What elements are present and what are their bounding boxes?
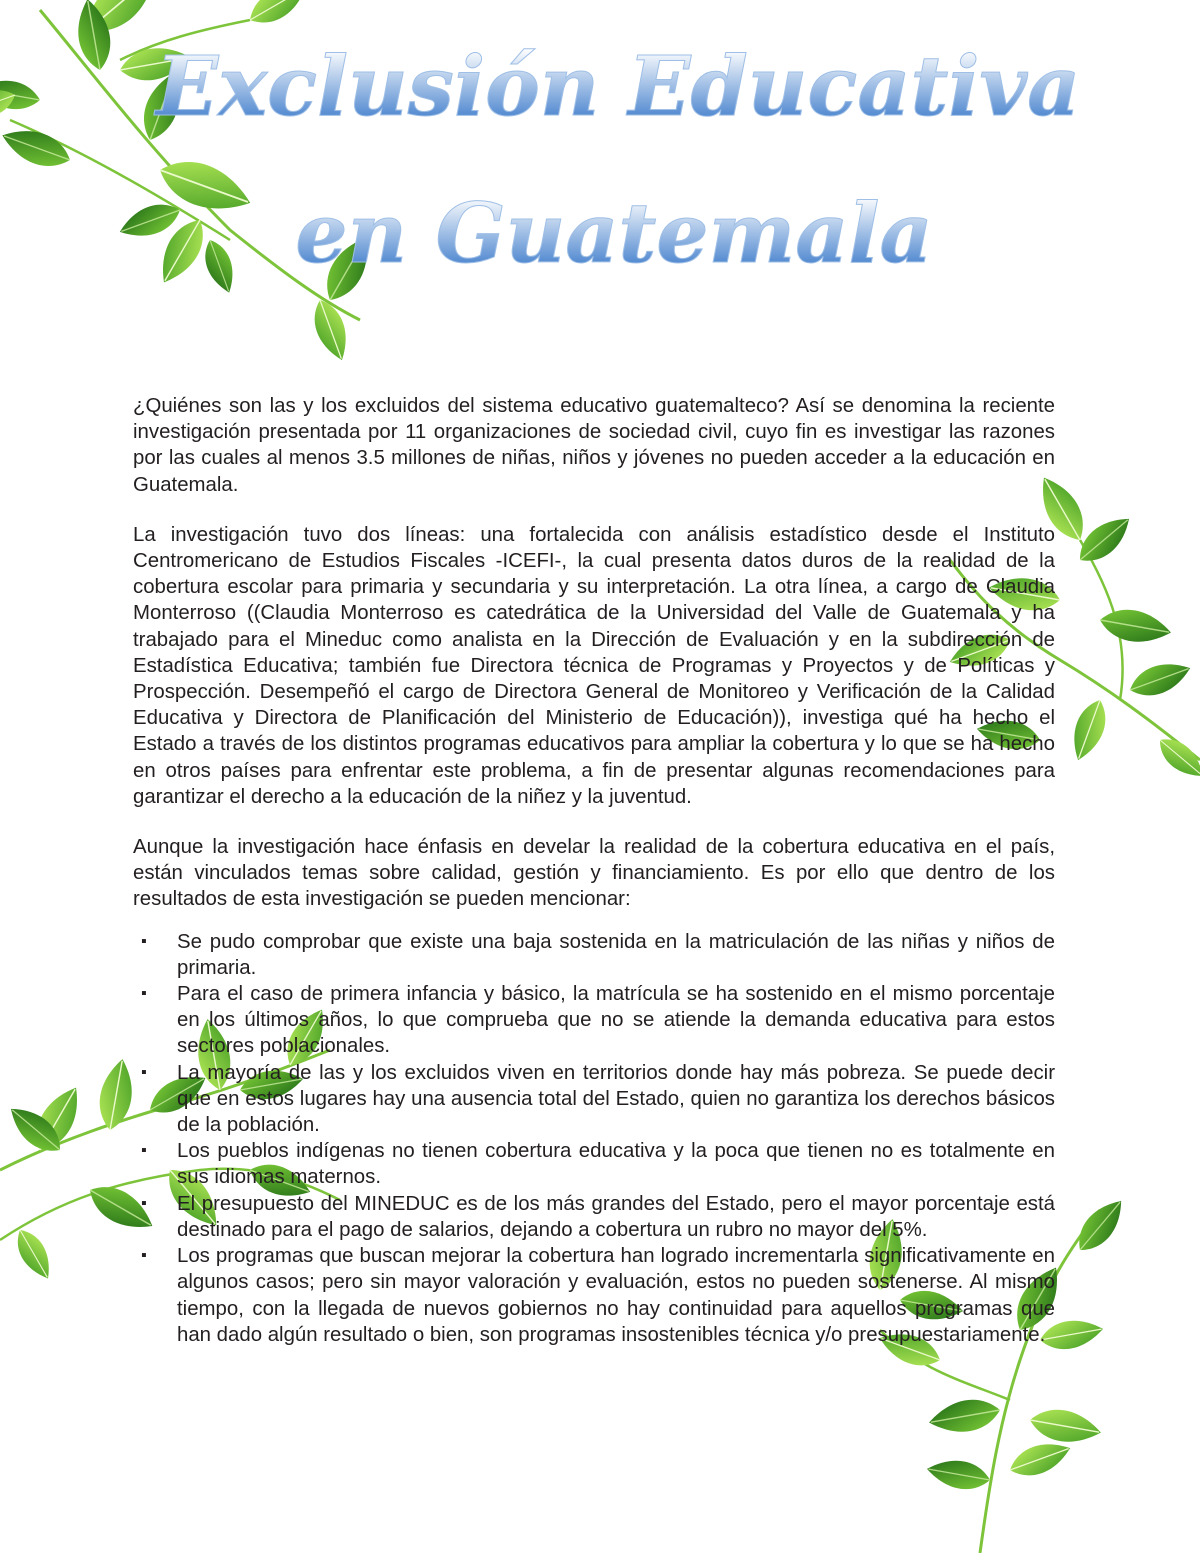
paragraph-results-intro: Aunque la investigación hace énfasis en develar la realidad de la cobertura educativa en el país, están vinculados temas sobre calidad, gestión y financiamiento. Es por ello que dentro de los resultados de esta investigación se pueden mencionar: [133, 836, 1055, 911]
square-bullet-icon: ▪ [141, 1142, 147, 1160]
title-line-1: Exclusión Educativa [155, 39, 1081, 135]
square-bullet-icon: ▪ [141, 1063, 147, 1081]
square-bullet-icon: ▪ [141, 932, 147, 950]
list-item: ▪ Los programas que buscan mejorar la cobertura han logrado incrementarla significativamente en algunos casos; pero sin mayor valoración y evaluación, estos no pueden sostenerse. Al mismo tiempo, con la llegada de nuevos gobiernos no hay continuidad para aquellos programas que han dado algún resultado o bien, son programas insostenibles técnica y/o presupuestariamente. [141, 1245, 1055, 1346]
square-bullet-icon: ▪ [141, 1247, 147, 1265]
list-item: ▪ La mayoría de las y los excluidos viven en territorios donde hay más pobreza. Se puede decir que en estos lugares hay una ausencia total del Estado, quien no garantiza los derechos básicos de la población. [141, 1061, 1055, 1137]
square-bullet-icon: ▪ [141, 985, 147, 1003]
list-item: ▪ Se pudo comprobar que existe una baja sostenida en la matriculación de las niñas y niños de primaria. [141, 930, 1055, 979]
square-bullet-icon: ▪ [141, 1194, 147, 1212]
title-line-2: en Guatemala [295, 186, 933, 282]
list-item: ▪ El presupuesto del MINEDUC es de los más grandes del Estado, pero el mayor porcentaje está destinado para el pago de salarios, dejando a cobertura un rubro no mayor del 5%. [141, 1192, 1055, 1241]
findings-list [133, 929, 1055, 1348]
paragraph-research-lines: La investigación tuvo dos líneas: una fortalecida con análisis estadístico desde el Instituto Centromericano de Estudios Fiscales -ICEFI-, la cual presenta datos duros de la realidad de la cobertura escolar para primaria y secundaria y su interpretación. La otra línea, a cargo de Claudia Monterroso ((Claudia Monterroso es catedrática de la Universidad del Valle de Guatemala y ha trabajado para el Mineduc como analista en la Dirección de Evaluación y en la subdirección de Estadística Educativa; también fue Directora técnica de Programas y Proyectos y de Políticas y Prospección. Desempeñó el cargo de Directora General de Monitoreo y Verificación de la Calidad Educativa y Directora de Planificación del Ministerio de Educación)), investiga qué ha hecho el Estado a través de los distintos programas educativos para ampliar la cobertura y lo que se ha hecho en otros países para enfrentar este problema, a fin de presentar algunas recomendaciones para garantizar el derecho a la educación de la niñez y la juventud. [133, 523, 1055, 808]
article-body [133, 393, 1055, 1348]
list-item: ▪ Los pueblos indígenas no tienen cobertura educativa y la poca que tienen no es totalmente en sus idiomas maternos. [141, 1140, 1055, 1189]
paragraph-intro: ¿Quiénes son las y los excluidos del sistema educativo guatemalteco? Así se denomina la reciente investigación presentada por 11 organizaciones de sociedad civil, cuyo fin es investigar las razones por las cuales al menos 3.5 millones de niñas, niños y jóvenes no pueden acceder a la educación en Guatemala. [133, 395, 1055, 496]
page-title [0, 0, 1200, 300]
list-item: ▪ Para el caso de primera infancia y básico, la matrícula se ha sostenido en el mismo porcentaje en los últimos años, lo que comprueba que no se atiende la demanda educativa para estos sectores poblacionales. [141, 983, 1055, 1058]
